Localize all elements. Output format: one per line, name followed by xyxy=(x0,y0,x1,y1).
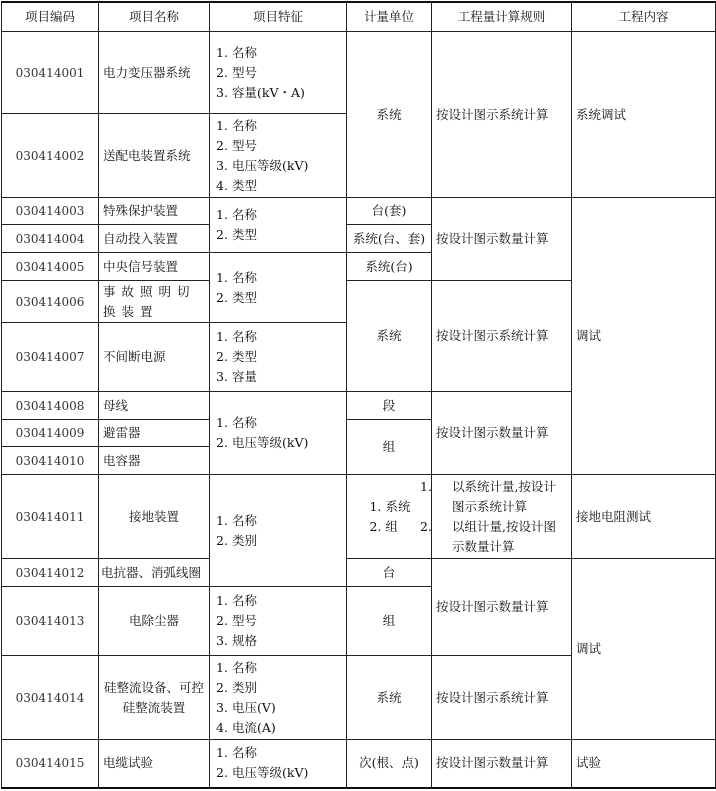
header-unit: 计量单位 xyxy=(347,2,432,32)
header-features: 项目特征 xyxy=(210,2,347,32)
content-cell: 试验 xyxy=(572,740,716,788)
item-features: 1. 名称 2. 型号 3. 电压等级(kV) 4. 类型 xyxy=(210,114,347,198)
item-code: 030414001 xyxy=(2,32,99,114)
item-features: 1. 名称 2. 电压等级(kV) xyxy=(210,392,347,475)
unit-cell: 1. 系统 2. 组 xyxy=(347,475,432,559)
content-cell: 调试 xyxy=(572,198,716,475)
unit-cell: 系统 xyxy=(347,281,432,392)
table-row xyxy=(2,740,716,788)
item-code: 030414006 xyxy=(2,281,99,323)
item-features: 1. 名称 2. 型号 3. 容量(kV・A) xyxy=(210,32,347,114)
unit-cell: 台 xyxy=(347,559,432,587)
header-content: 工程内容 xyxy=(572,2,716,32)
item-name: 中央信号装置 xyxy=(99,253,210,281)
item-features: 1. 名称 2. 型号 3. 规格 xyxy=(210,587,347,656)
item-code: 030414009 xyxy=(2,420,99,447)
item-code: 030414010 xyxy=(2,447,99,475)
item-code: 030414013 xyxy=(2,587,99,656)
item-features: 1. 名称 2. 类别 3. 电压(V) 4. 电流(A) xyxy=(210,656,347,740)
header-code: 项目编码 xyxy=(2,2,99,32)
table-row xyxy=(2,198,716,225)
item-name: 不间断电源 xyxy=(99,323,210,392)
item-code: 030414002 xyxy=(2,114,99,198)
table-row xyxy=(2,559,716,587)
rule-cell: 按设计图示系统计算 xyxy=(432,281,572,392)
item-code: 030414011 xyxy=(2,475,99,559)
content-cell: 接地电阻测试 xyxy=(572,475,716,559)
engineering-quantity-table xyxy=(1,1,716,789)
item-features: 1. 名称 2. 类别 xyxy=(210,475,347,587)
item-code: 030414014 xyxy=(2,656,99,740)
item-name: 自动投入装置 xyxy=(99,225,210,253)
rule-cell: 按设计图示数量计算 xyxy=(432,392,572,475)
header-row xyxy=(2,2,716,32)
unit-cell: 系统 xyxy=(347,32,432,198)
rule-cell: 1. 以系统计量,按设计图示系统计算 2. 以组计量,按设计图示数量计算 xyxy=(432,475,572,559)
item-name: 避雷器 xyxy=(99,420,210,447)
content-cell: 调试 xyxy=(572,559,716,740)
item-name: 硅整流设备、可控硅整流装置 xyxy=(99,656,210,740)
unit-cell: 系统(台) xyxy=(347,253,432,281)
item-code: 030414012 xyxy=(2,559,99,587)
header-rule: 工程量计算规则 xyxy=(432,2,572,32)
rule-cell: 按设计图示数量计算 xyxy=(432,740,572,788)
unit-cell: 组 xyxy=(347,420,432,475)
header-name: 项目名称 xyxy=(99,2,210,32)
content-cell: 系统调试 xyxy=(572,32,716,198)
unit-cell: 系统(台、套) xyxy=(347,225,432,253)
rule-cell: 按设计图示数量计算 xyxy=(432,198,572,281)
unit-cell: 组 xyxy=(347,587,432,656)
unit-cell: 段 xyxy=(347,392,432,420)
table-row xyxy=(2,475,716,559)
item-name: 电抗器、消弧线圈 xyxy=(99,559,210,587)
item-code: 030414003 xyxy=(2,198,99,225)
table-row xyxy=(2,32,716,114)
unit-cell: 次(根、点) xyxy=(347,740,432,788)
rule-cell: 按设计图示系统计算 xyxy=(432,656,572,740)
item-name: 电力变压器系统 xyxy=(99,32,210,114)
item-features: 1. 名称 2. 类型 3. 容量 xyxy=(210,323,347,392)
item-code: 030414004 xyxy=(2,225,99,253)
unit-cell: 台(套) xyxy=(347,198,432,225)
unit-cell: 系统 xyxy=(347,656,432,740)
item-name: 特殊保护装置 xyxy=(99,198,210,225)
item-name: 接地装置 xyxy=(99,475,210,559)
rule-cell: 按设计图示系统计算 xyxy=(432,32,572,198)
item-name: 电容器 xyxy=(99,447,210,475)
item-code: 030414015 xyxy=(2,740,99,788)
item-code: 030414007 xyxy=(2,323,99,392)
item-name: 母线 xyxy=(99,392,210,420)
item-name: 电除尘器 xyxy=(99,587,210,656)
item-name: 电缆试验 xyxy=(99,740,210,788)
item-name: 事故照明切换装置 xyxy=(99,281,210,323)
item-features: 1. 名称 2. 类型 xyxy=(210,198,347,253)
item-name: 送配电装置系统 xyxy=(99,114,210,198)
item-features: 1. 名称 2. 电压等级(kV) xyxy=(210,740,347,788)
item-code: 030414005 xyxy=(2,253,99,281)
item-features: 1. 名称 2. 类型 xyxy=(210,253,347,323)
item-code: 030414008 xyxy=(2,392,99,420)
rule-cell: 按设计图示数量计算 xyxy=(432,559,572,656)
